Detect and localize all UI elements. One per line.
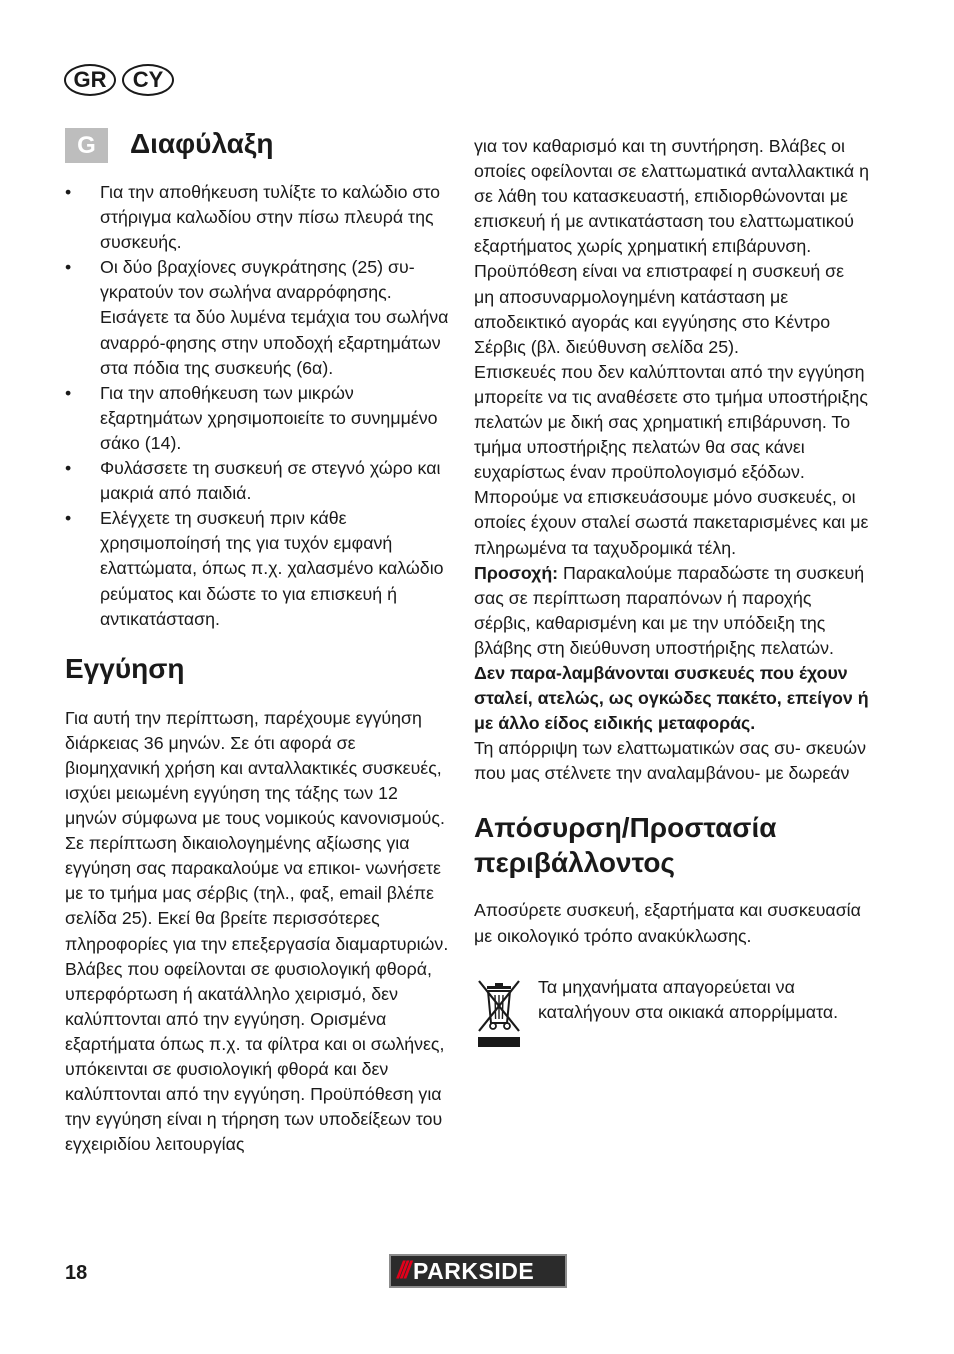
section-letter-badge: G <box>65 128 108 163</box>
care-list <box>65 180 450 632</box>
warranty-paragraph: Για αυτή την περίπτωση, παρέχουμε εγγύηση διάρκειας 36 μηνών. Σε ότι αφορά σε βιομηχανική χρήση και ανταλλακτικές συσκευές, ισχύει μειωμένη εγγύηση της τάξης των 12 μηνών σύμφωνα με τους νομικούς κανονισμούς. <box>65 707 445 829</box>
right-column <box>474 134 869 1049</box>
language-badge-gr: GR <box>64 64 116 96</box>
care-item: • Για την αποθήκευση των μικρών εξαρτημάτων χρησιμοποιείτε το συνημμένο σάκο (14). <box>65 381 450 456</box>
parkside-logo <box>389 1254 567 1288</box>
attention-label: Προσοχή: <box>474 562 559 583</box>
language-badges <box>64 64 174 96</box>
weee-notice <box>474 975 869 1049</box>
shipping-warning: Δεν παρα-λαμβάνονται συσκευές που έχουν σταλεί, ατελώς, ως ογκώδες πακέτο, επείγον ή με άλλο είδος ειδικής μεταφοράς. <box>474 662 869 734</box>
warranty-continued-paragraph: Μπορούμε να επισκευάσουμε μόνο συσκευές, οι οποίες έχουν σταλεί σωστά πακεταρισμένες και με πληρωμένα τα ταχυδρομικά τέλη. <box>474 487 869 558</box>
care-item: • Για την αποθήκευση τυλίξτε το καλώδιο στο στήριγμα καλωδίου στην πίσω πλευρά της συσκευής. <box>65 180 450 255</box>
care-item: • Ελέγχετε τη συσκευή πριν κάθε χρησιμοποίησή της για τυχόν εμφανή ελαττώματα, όπως π.χ. χαλασμένο καλώδιο ρεύματος και δώστε το για επισκευή ή αντικατάσταση. <box>65 506 450 631</box>
warranty-paragraph: Βλάβες που οφείλονται σε φυσιολογική φθορά, υπερφόρτωση ή ακατάλληλο χειρισμό, δεν καλύπτονται από την εγγύηση. Ορισμένα εξαρτήματα όπως π.χ. τα φίλτρα και οι σωλήνες, υπόκεινται σε φυσιολογική φθορά και δεν καλύπτονται από την εγγύηση. Προϋπόθεση για την εγγύηση είναι η τήρηση των υποδείξεων του εγχειριδίου λειτουργίας <box>65 958 445 1155</box>
language-badge-cy: CY <box>122 64 174 96</box>
warranty-title: Εγγύηση <box>65 652 185 684</box>
environment-title: Απόσυρση/Προστασία περιβάλλοντος <box>474 812 777 879</box>
weee-text: Τα μηχανήματα απαγορεύεται να καταλήγουν στα οικιακά απορρίμματα. <box>538 976 839 1022</box>
warranty-continued-paragraph: Επισκευές που δεν καλύπτονται από την εγγύηση μπορείτε να τις αναθέσετε στο τμήμα υποστήριξης πελατών με δική σας χρηματική επιβάρυνση. Το τμήμα υποστήριξης πελατών θα σας κάνει ευχαρίστως έναν προϋπολογισμό εξόδων. <box>474 361 868 483</box>
care-item: • Φυλάσσετε τη συσκευή σε στεγνό χώρο και μακριά από παιδιά. <box>65 456 450 506</box>
logo-stripes: /// <box>397 1257 409 1284</box>
left-column <box>65 128 450 1157</box>
care-item: • Οι δύο βραχίονες συγκράτησης (25) συ- γκρατούν τον σωλήνα αναρρόφησης. Εισάγετε τα δύο λυμένα τεμάχια του σωλήνα αναρρό-φησης στην υποδοχή εξαρτημάτων στα πόδια της συσκευής (6α). <box>65 255 450 380</box>
care-title: Διαφύλαξη <box>130 128 274 159</box>
warranty-paragraph: Σε περίπτωση δικαιολογημένης αξίωσης για εγγύηση σας παρακαλούμε να επικοι- νωνήσετε με το τμήμα μας σέρβις (τηλ., φαξ, email βλέπε σελίδα 25). Εκεί θα βρείτε περισσότερες πληροφορίες για την επεξεργασία διαμαρτυριών. <box>65 833 449 954</box>
warranty-continued-paragraph: για τον καθαρισμό και τη συντήρηση. Βλάβες οι οποίες οφείλονται σε ελαττωματικά ανταλλακτικά η σε λάθη του κατασκευαστή, επιδιορθώνονται με επισκευή ή με αντικατάσταση του ελαττωματικού εξαρτήματος χωρίς χρηματική επιβάρυνση. Προϋπόθεση είναι να επιστραφεί η συσκευή σε μη αποσυναρμολογημένη κατάσταση με αποδεικτικό αγοράς και εγγύησης στο Κέντρο Σέρβις (βλ. διεύθυνση σελίδα 25). <box>474 136 869 357</box>
logo-wordmark: PARKSIDE <box>413 1257 535 1284</box>
environment-text: Αποσύρετε συσκευή, εξαρτήματα και συσκευασία με οικολογικό τρόπο ανακύκλωσης. <box>474 900 861 946</box>
disposal-note: Τη απόρριψη των ελαττωματικών σας συ- σκευών που μας στέλνετε την αναλαμβάνου- με δωρεάν <box>474 738 867 784</box>
attention-text: Παρακαλούμε παραδώστε τη συσκευή σας σε περίπτωση παραπόνων ή παροχής σέρβις, καθαρισμένη και με την υπόδειξη της βλάβης στη διεύθυνση υποστήριξης πελατών. <box>474 562 865 658</box>
crossed-out-wheelie-bin-icon <box>474 977 524 1049</box>
attention-paragraph <box>474 561 869 661</box>
page-number: 18 <box>65 1262 88 1284</box>
